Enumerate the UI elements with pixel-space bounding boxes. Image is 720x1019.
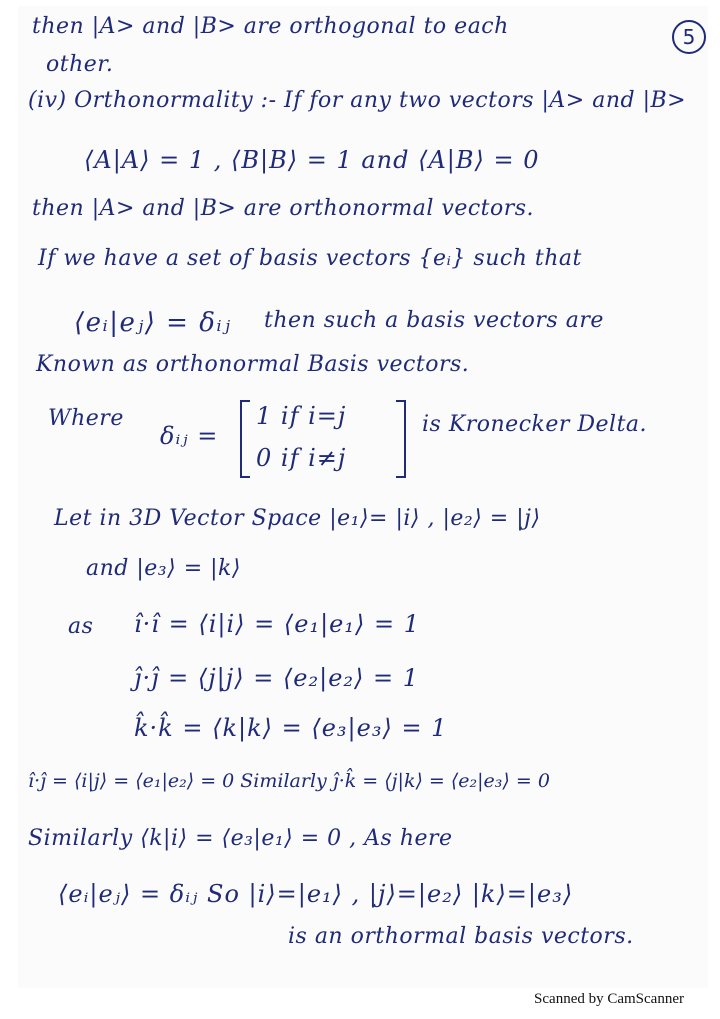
line-conclusion: ⟨eᵢ|eⱼ⟩ = δᵢⱼ So |i⟩=|e₁⟩ , |j⟩=|e₂⟩ |k⟩=|e₃⟩ [58,880,574,908]
line-3d-space: Let in 3D Vector Space |e₁⟩= |i⟩ , |e₂⟩ = |j⟩ [54,506,541,531]
page-number-circle: 5 [672,20,706,54]
line-e3-k: and |e₃⟩ = |k⟩ [86,556,241,581]
line-as: as [68,614,94,639]
handwritten-page [18,6,708,988]
line-inner-products: ⟨A|A⟩ = 1 , ⟨B|B⟩ = 1 and ⟨A|B⟩ = 0 [84,146,540,174]
line-ki: Similarly ⟨k|i⟩ = ⟨e₃|e₁⟩ = 0 , As here [28,826,453,851]
line-then-such: then such a basis vectors are [264,308,604,333]
line-ij-jk: î·ĵ = ⟨i|j⟩ = ⟨e₁|e₂⟩ = 0 Similarly ĵ·k̂ = ⟨j|k⟩ = ⟨e₂|e₃⟩ = 0 [28,770,550,792]
right-bracket [396,400,406,478]
line-kk: k̂·k̂ = ⟨k|k⟩ = ⟨e₃|e₃⟩ = 1 [134,714,448,742]
delta-case-zero: 0 if i≠j [256,444,347,472]
delta-symbol: δᵢⱼ = [160,422,219,450]
line-orthormal-basis: is an orthormal basis vectors. [288,924,634,949]
line-where: Where [48,406,124,431]
line-orthonormal-vectors: then |A> and |B> are orthonormal vectors. [32,196,535,221]
line-kronecker-delta: is Kronecker Delta. [422,412,648,437]
delta-case-one: 1 if i=j [256,402,347,430]
line-basis-set: If we have a set of basis vectors {eᵢ} such that [38,246,582,271]
left-bracket [240,400,250,478]
page-edge [710,0,720,1019]
line-jj: ĵ·ĵ = ⟨j|j⟩ = ⟨e₂|e₂⟩ = 1 [134,664,420,692]
scanner-footer: Scanned by CamScanner [534,991,684,1007]
line-known-as: Known as orthonormal Basis vectors. [36,352,470,377]
line-other: other. [46,52,114,77]
line-ii: î·î = ⟨i|i⟩ = ⟨e₁|e₁⟩ = 1 [134,610,420,638]
line-orthonormality-heading: (iv) Orthonormality :- If for any two vectors |A> and |B> [28,88,687,113]
line-kronecker-relation: ⟨eᵢ|eⱼ⟩ = δᵢⱼ [74,308,232,338]
line-orthogonal: then |A> and |B> are orthogonal to each [32,14,509,39]
